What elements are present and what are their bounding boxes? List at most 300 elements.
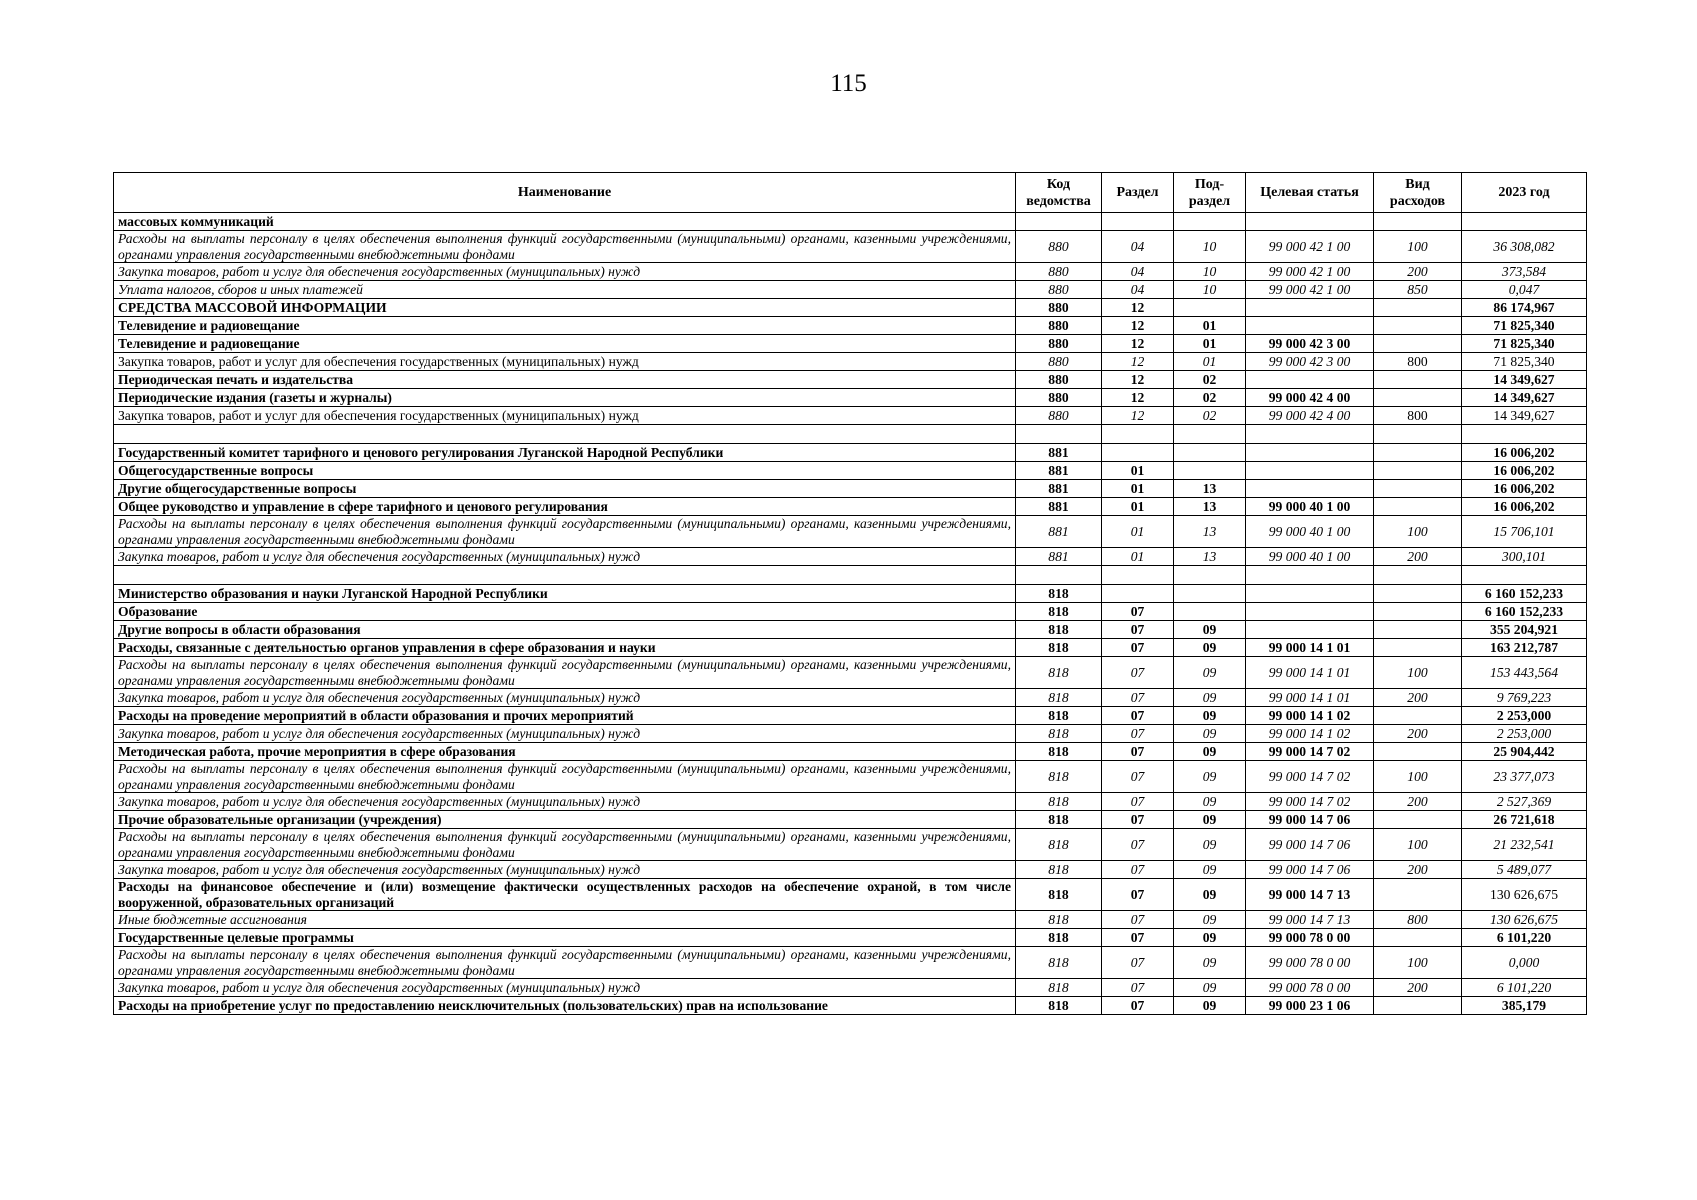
cell-name: Образование <box>114 603 1016 621</box>
cell-target-article <box>1246 425 1374 444</box>
cell-expense-type: 200 <box>1374 861 1462 879</box>
table-row <box>114 281 1587 299</box>
cell-subsection: 13 <box>1174 548 1246 566</box>
cell-expense-type <box>1374 585 1462 603</box>
cell-target-article: 99 000 40 1 00 <box>1246 516 1374 548</box>
cell-section: 12 <box>1102 389 1174 407</box>
cell-target-article <box>1246 213 1374 231</box>
cell-section: 07 <box>1102 979 1174 997</box>
cell-dept-code: 818 <box>1016 947 1102 979</box>
table-row <box>114 480 1587 498</box>
cell-expense-type: 200 <box>1374 263 1462 281</box>
cell-subsection <box>1174 603 1246 621</box>
cell-expense-type: 200 <box>1374 793 1462 811</box>
table-row <box>114 879 1587 911</box>
cell-amount: 5 489,077 <box>1462 861 1587 879</box>
cell-target-article: 99 000 42 3 00 <box>1246 335 1374 353</box>
table-row <box>114 707 1587 725</box>
cell-dept-code: 880 <box>1016 407 1102 425</box>
cell-target-article <box>1246 299 1374 317</box>
cell-subsection: 10 <box>1174 231 1246 263</box>
cell-target-article: 99 000 14 7 06 <box>1246 811 1374 829</box>
cell-amount: 2 253,000 <box>1462 725 1587 743</box>
cell-subsection: 09 <box>1174 997 1246 1015</box>
cell-expense-type <box>1374 707 1462 725</box>
cell-section: 07 <box>1102 829 1174 861</box>
table-row <box>114 335 1587 353</box>
cell-dept-code: 818 <box>1016 879 1102 911</box>
cell-dept-code <box>1016 213 1102 231</box>
cell-dept-code: 880 <box>1016 335 1102 353</box>
table-row <box>114 444 1587 462</box>
cell-subsection: 02 <box>1174 407 1246 425</box>
cell-subsection: 09 <box>1174 929 1246 947</box>
cell-dept-code: 818 <box>1016 811 1102 829</box>
cell-name: Закупка товаров, работ и услуг для обеспечения государственных (муниципальных) нужд <box>114 689 1016 707</box>
cell-name: Расходы на выплаты персоналу в целях обеспечения выполнения функций государственными (муниципальными) органами, казенными учреждениями, органами управления государственными внебюджетными фондами <box>114 947 1016 979</box>
table-row <box>114 263 1587 281</box>
cell-subsection: 02 <box>1174 389 1246 407</box>
cell-amount: 26 721,618 <box>1462 811 1587 829</box>
cell-amount: 71 825,340 <box>1462 353 1587 371</box>
cell-section <box>1102 566 1174 585</box>
cell-section: 12 <box>1102 317 1174 335</box>
table-row <box>114 997 1587 1015</box>
cell-section: 07 <box>1102 743 1174 761</box>
cell-dept-code: 818 <box>1016 603 1102 621</box>
cell-expense-type <box>1374 335 1462 353</box>
cell-name: Расходы на выплаты персоналу в целях обеспечения выполнения функций государственными (муниципальными) органами, казенными учреждениями, органами управления государственными внебюджетными фондами <box>114 657 1016 689</box>
cell-amount: 6 101,220 <box>1462 929 1587 947</box>
cell-dept-code: 818 <box>1016 761 1102 793</box>
cell-dept-code: 881 <box>1016 480 1102 498</box>
cell-subsection: 13 <box>1174 480 1246 498</box>
cell-expense-type: 100 <box>1374 657 1462 689</box>
cell-subsection <box>1174 425 1246 444</box>
cell-subsection <box>1174 585 1246 603</box>
cell-subsection: 10 <box>1174 281 1246 299</box>
cell-name: Закупка товаров, работ и услуг для обеспечения государственных (муниципальных) нужд <box>114 793 1016 811</box>
cell-subsection: 09 <box>1174 689 1246 707</box>
cell-subsection: 09 <box>1174 979 1246 997</box>
cell-dept-code: 881 <box>1016 462 1102 480</box>
cell-dept-code: 880 <box>1016 231 1102 263</box>
table-row <box>114 829 1587 861</box>
cell-subsection: 09 <box>1174 947 1246 979</box>
cell-dept-code: 818 <box>1016 793 1102 811</box>
cell-expense-type: 200 <box>1374 979 1462 997</box>
cell-name: Расходы на выплаты персоналу в целях обеспечения выполнения функций государственными (муниципальными) органами, казенными учреждениями, органами управления государственными внебюджетными фондами <box>114 761 1016 793</box>
cell-target-article: 99 000 14 7 06 <box>1246 861 1374 879</box>
cell-subsection: 09 <box>1174 761 1246 793</box>
cell-amount: 21 232,541 <box>1462 829 1587 861</box>
cell-expense-type <box>1374 743 1462 761</box>
table-row <box>114 462 1587 480</box>
cell-dept-code: 818 <box>1016 657 1102 689</box>
cell-expense-type <box>1374 480 1462 498</box>
cell-subsection: 09 <box>1174 657 1246 689</box>
cell-dept-code: 880 <box>1016 317 1102 335</box>
cell-target-article <box>1246 462 1374 480</box>
cell-name: Другие общегосударственные вопросы <box>114 480 1016 498</box>
table-row <box>114 516 1587 548</box>
cell-amount: 25 904,442 <box>1462 743 1587 761</box>
cell-subsection: 01 <box>1174 353 1246 371</box>
cell-amount: 23 377,073 <box>1462 761 1587 793</box>
cell-dept-code: 818 <box>1016 725 1102 743</box>
cell-name <box>114 425 1016 444</box>
cell-expense-type: 100 <box>1374 761 1462 793</box>
cell-target-article: 99 000 42 4 00 <box>1246 407 1374 425</box>
cell-expense-type <box>1374 425 1462 444</box>
cell-dept-code: 818 <box>1016 911 1102 929</box>
cell-name: Общегосударственные вопросы <box>114 462 1016 480</box>
cell-dept-code: 881 <box>1016 444 1102 462</box>
cell-amount: 14 349,627 <box>1462 371 1587 389</box>
cell-section <box>1102 444 1174 462</box>
table-row <box>114 389 1587 407</box>
cell-subsection: 09 <box>1174 861 1246 879</box>
cell-target-article: 99 000 42 1 00 <box>1246 281 1374 299</box>
cell-name: Закупка товаров, работ и услуг для обеспечения государственных (муниципальных) нужд <box>114 861 1016 879</box>
cell-section: 01 <box>1102 516 1174 548</box>
cell-name: Расходы на выплаты персоналу в целях обеспечения выполнения функций государственными (муниципальными) органами, казенными учреждениями, органами управления государственными внебюджетными фондами <box>114 516 1016 548</box>
cell-dept-code: 818 <box>1016 621 1102 639</box>
cell-expense-type: 800 <box>1374 911 1462 929</box>
cell-amount: 36 308,082 <box>1462 231 1587 263</box>
cell-expense-type <box>1374 498 1462 516</box>
cell-section: 04 <box>1102 231 1174 263</box>
table-row <box>114 621 1587 639</box>
cell-expense-type: 200 <box>1374 725 1462 743</box>
page-number: 115 <box>830 70 867 97</box>
table-row <box>114 793 1587 811</box>
cell-name: Расходы на финансовое обеспечение и (или) возмещение фактически осуществленных расходов на обеспечение охраной, в том числе вооруженной, образовательных организаций <box>114 879 1016 911</box>
cell-subsection: 09 <box>1174 707 1246 725</box>
table-row <box>114 213 1587 231</box>
cell-expense-type: 100 <box>1374 231 1462 263</box>
cell-subsection <box>1174 444 1246 462</box>
table-row <box>114 929 1587 947</box>
cell-dept-code: 818 <box>1016 861 1102 879</box>
cell-name: Уплата налогов, сборов и иных платежей <box>114 281 1016 299</box>
header-dept-code: Код ведомства <box>1016 173 1102 213</box>
cell-name: Расходы на приобретение услуг по предоставлению неисключительных (пользовательских) прав на использование <box>114 997 1016 1015</box>
cell-target-article: 99 000 14 7 06 <box>1246 829 1374 861</box>
table-row <box>114 353 1587 371</box>
cell-name: Закупка товаров, работ и услуг для обеспечения государственных (муниципальных) нужд <box>114 407 1016 425</box>
cell-subsection: 10 <box>1174 263 1246 281</box>
cell-amount: 14 349,627 <box>1462 389 1587 407</box>
cell-dept-code: 818 <box>1016 743 1102 761</box>
cell-target-article <box>1246 371 1374 389</box>
cell-name: Расходы, связанные с деятельностью органов управления в сфере образования и науки <box>114 639 1016 657</box>
cell-section: 07 <box>1102 761 1174 793</box>
cell-amount: 385,179 <box>1462 997 1587 1015</box>
cell-section: 12 <box>1102 407 1174 425</box>
cell-target-article <box>1246 317 1374 335</box>
table-row <box>114 947 1587 979</box>
table-row <box>114 639 1587 657</box>
cell-section <box>1102 425 1174 444</box>
table-row <box>114 425 1587 444</box>
cell-section: 07 <box>1102 689 1174 707</box>
cell-expense-type: 200 <box>1374 689 1462 707</box>
cell-dept-code: 880 <box>1016 281 1102 299</box>
cell-target-article: 99 000 78 0 00 <box>1246 979 1374 997</box>
cell-dept-code: 818 <box>1016 707 1102 725</box>
cell-amount: 130 626,675 <box>1462 911 1587 929</box>
header-year-2023: 2023 год <box>1462 173 1587 213</box>
cell-target-article: 99 000 14 1 01 <box>1246 639 1374 657</box>
cell-name: Закупка товаров, работ и услуг для обеспечения государственных (муниципальных) нужд <box>114 353 1016 371</box>
header-subsection: Под-раздел <box>1174 173 1246 213</box>
cell-amount: 16 006,202 <box>1462 444 1587 462</box>
cell-amount: 16 006,202 <box>1462 480 1587 498</box>
cell-name: массовых коммуникаций <box>114 213 1016 231</box>
cell-amount: 0,047 <box>1462 281 1587 299</box>
cell-expense-type <box>1374 639 1462 657</box>
cell-amount <box>1462 213 1587 231</box>
cell-dept-code: 818 <box>1016 829 1102 861</box>
cell-dept-code: 880 <box>1016 371 1102 389</box>
cell-target-article: 99 000 14 1 02 <box>1246 725 1374 743</box>
cell-target-article: 99 000 14 7 13 <box>1246 879 1374 911</box>
budget-table <box>113 172 1587 1015</box>
cell-subsection <box>1174 299 1246 317</box>
cell-amount: 373,584 <box>1462 263 1587 281</box>
table-row <box>114 585 1587 603</box>
table-row <box>114 407 1587 425</box>
cell-amount: 16 006,202 <box>1462 462 1587 480</box>
cell-target-article: 99 000 40 1 00 <box>1246 548 1374 566</box>
cell-amount: 6 160 152,233 <box>1462 585 1587 603</box>
cell-amount: 163 212,787 <box>1462 639 1587 657</box>
cell-target-article: 99 000 14 1 01 <box>1246 657 1374 689</box>
cell-amount: 71 825,340 <box>1462 317 1587 335</box>
cell-section: 07 <box>1102 911 1174 929</box>
cell-subsection <box>1174 213 1246 231</box>
cell-name: Государственные целевые программы <box>114 929 1016 947</box>
cell-name: Другие вопросы в области образования <box>114 621 1016 639</box>
cell-expense-type <box>1374 444 1462 462</box>
cell-target-article: 99 000 14 7 02 <box>1246 793 1374 811</box>
cell-section: 07 <box>1102 811 1174 829</box>
cell-amount: 2 527,369 <box>1462 793 1587 811</box>
cell-name: Прочие образовательные организации (учреждения) <box>114 811 1016 829</box>
cell-target-article: 99 000 14 1 02 <box>1246 707 1374 725</box>
cell-amount: 2 253,000 <box>1462 707 1587 725</box>
cell-section <box>1102 585 1174 603</box>
cell-section: 01 <box>1102 462 1174 480</box>
cell-amount: 6 101,220 <box>1462 979 1587 997</box>
cell-dept-code: 881 <box>1016 548 1102 566</box>
table-row <box>114 317 1587 335</box>
cell-expense-type: 850 <box>1374 281 1462 299</box>
table-row <box>114 657 1587 689</box>
cell-expense-type <box>1374 566 1462 585</box>
cell-dept-code: 818 <box>1016 639 1102 657</box>
cell-amount: 15 706,101 <box>1462 516 1587 548</box>
cell-dept-code: 818 <box>1016 979 1102 997</box>
table-row <box>114 743 1587 761</box>
cell-name: СРЕДСТВА МАССОВОЙ ИНФОРМАЦИИ <box>114 299 1016 317</box>
cell-dept-code: 818 <box>1016 997 1102 1015</box>
cell-target-article <box>1246 603 1374 621</box>
cell-name: Государственный комитет тарифного и ценового регулирования Луганской Народной Республики <box>114 444 1016 462</box>
cell-expense-type <box>1374 811 1462 829</box>
cell-section: 07 <box>1102 861 1174 879</box>
cell-subsection: 01 <box>1174 335 1246 353</box>
cell-subsection: 09 <box>1174 793 1246 811</box>
cell-dept-code: 880 <box>1016 299 1102 317</box>
cell-amount: 153 443,564 <box>1462 657 1587 689</box>
cell-target-article: 99 000 23 1 06 <box>1246 997 1374 1015</box>
cell-section: 07 <box>1102 879 1174 911</box>
cell-dept-code: 880 <box>1016 353 1102 371</box>
header-target-article: Целевая статья <box>1246 173 1374 213</box>
cell-amount: 355 204,921 <box>1462 621 1587 639</box>
cell-subsection: 09 <box>1174 879 1246 911</box>
cell-target-article: 99 000 78 0 00 <box>1246 947 1374 979</box>
cell-expense-type <box>1374 879 1462 911</box>
cell-subsection: 09 <box>1174 829 1246 861</box>
cell-subsection: 01 <box>1174 317 1246 335</box>
table-row <box>114 548 1587 566</box>
cell-expense-type <box>1374 371 1462 389</box>
table-row <box>114 689 1587 707</box>
cell-amount: 71 825,340 <box>1462 335 1587 353</box>
cell-subsection: 09 <box>1174 725 1246 743</box>
cell-section: 04 <box>1102 281 1174 299</box>
cell-target-article: 99 000 78 0 00 <box>1246 929 1374 947</box>
cell-name: Расходы на проведение мероприятий в области образования и прочих мероприятий <box>114 707 1016 725</box>
cell-subsection <box>1174 566 1246 585</box>
cell-expense-type: 100 <box>1374 947 1462 979</box>
cell-section: 12 <box>1102 371 1174 389</box>
cell-amount: 0,000 <box>1462 947 1587 979</box>
cell-expense-type: 800 <box>1374 407 1462 425</box>
table-row <box>114 603 1587 621</box>
cell-expense-type <box>1374 213 1462 231</box>
cell-dept-code: 818 <box>1016 689 1102 707</box>
cell-subsection: 09 <box>1174 743 1246 761</box>
table-row <box>114 231 1587 263</box>
cell-name: Закупка товаров, работ и услуг для обеспечения государственных (муниципальных) нужд <box>114 725 1016 743</box>
cell-target-article: 99 000 14 7 02 <box>1246 761 1374 793</box>
cell-amount: 14 349,627 <box>1462 407 1587 425</box>
cell-dept-code: 880 <box>1016 389 1102 407</box>
cell-name: Закупка товаров, работ и услуг для обеспечения государственных (муниципальных) нужд <box>114 548 1016 566</box>
cell-subsection: 02 <box>1174 371 1246 389</box>
cell-dept-code <box>1016 566 1102 585</box>
table-row <box>114 566 1587 585</box>
cell-name: Министерство образования и науки Луганской Народной Республики <box>114 585 1016 603</box>
header-section: Раздел <box>1102 173 1174 213</box>
cell-subsection: 09 <box>1174 621 1246 639</box>
cell-amount <box>1462 425 1587 444</box>
cell-expense-type <box>1374 462 1462 480</box>
cell-expense-type: 800 <box>1374 353 1462 371</box>
cell-name: Расходы на выплаты персоналу в целях обеспечения выполнения функций государственными (муниципальными) органами, казенными учреждениями, органами управления государственными внебюджетными фондами <box>114 231 1016 263</box>
header-name: Наименование <box>114 173 1016 213</box>
cell-target-article <box>1246 444 1374 462</box>
cell-expense-type: 200 <box>1374 548 1462 566</box>
cell-expense-type <box>1374 997 1462 1015</box>
cell-dept-code: 881 <box>1016 516 1102 548</box>
cell-amount: 16 006,202 <box>1462 498 1587 516</box>
cell-amount: 300,101 <box>1462 548 1587 566</box>
cell-subsection: 09 <box>1174 811 1246 829</box>
cell-target-article <box>1246 585 1374 603</box>
cell-amount <box>1462 566 1587 585</box>
cell-expense-type <box>1374 621 1462 639</box>
cell-target-article: 99 000 14 1 01 <box>1246 689 1374 707</box>
cell-section: 07 <box>1102 997 1174 1015</box>
cell-target-article: 99 000 40 1 00 <box>1246 498 1374 516</box>
cell-section: 07 <box>1102 929 1174 947</box>
cell-dept-code: 818 <box>1016 585 1102 603</box>
cell-amount: 9 769,223 <box>1462 689 1587 707</box>
table-row <box>114 498 1587 516</box>
cell-name: Периодическая печать и издательства <box>114 371 1016 389</box>
cell-expense-type <box>1374 929 1462 947</box>
cell-amount: 130 626,675 <box>1462 879 1587 911</box>
cell-target-article: 99 000 14 7 13 <box>1246 911 1374 929</box>
cell-name <box>114 566 1016 585</box>
cell-section: 01 <box>1102 498 1174 516</box>
cell-amount: 86 174,967 <box>1462 299 1587 317</box>
table-row <box>114 911 1587 929</box>
cell-name: Периодические издания (газеты и журналы) <box>114 389 1016 407</box>
cell-section: 12 <box>1102 299 1174 317</box>
cell-expense-type: 100 <box>1374 829 1462 861</box>
cell-name: Закупка товаров, работ и услуг для обеспечения государственных (муниципальных) нужд <box>114 979 1016 997</box>
table-row <box>114 299 1587 317</box>
cell-section: 01 <box>1102 480 1174 498</box>
cell-dept-code: 881 <box>1016 498 1102 516</box>
cell-expense-type <box>1374 317 1462 335</box>
table-row <box>114 979 1587 997</box>
cell-target-article: 99 000 42 3 00 <box>1246 353 1374 371</box>
cell-expense-type: 100 <box>1374 516 1462 548</box>
cell-target-article <box>1246 480 1374 498</box>
cell-name: Телевидение и радиовещание <box>114 335 1016 353</box>
cell-subsection <box>1174 462 1246 480</box>
cell-name: Расходы на выплаты персоналу в целях обеспечения выполнения функций государственными (муниципальными) органами, казенными учреждениями, органами управления государственными внебюджетными фондами <box>114 829 1016 861</box>
cell-subsection: 09 <box>1174 911 1246 929</box>
cell-section: 12 <box>1102 353 1174 371</box>
cell-name: Иные бюджетные ассигнования <box>114 911 1016 929</box>
cell-section: 12 <box>1102 335 1174 353</box>
cell-subsection: 09 <box>1174 639 1246 657</box>
table-row <box>114 761 1587 793</box>
cell-section: 07 <box>1102 725 1174 743</box>
cell-target-article: 99 000 42 1 00 <box>1246 263 1374 281</box>
cell-amount: 6 160 152,233 <box>1462 603 1587 621</box>
table-row <box>114 371 1587 389</box>
cell-name: Методическая работа, прочие мероприятия в сфере образования <box>114 743 1016 761</box>
cell-section: 04 <box>1102 263 1174 281</box>
cell-dept-code: 818 <box>1016 929 1102 947</box>
table-row <box>114 861 1587 879</box>
cell-section: 07 <box>1102 621 1174 639</box>
cell-name: Общее руководство и управление в сфере тарифного и ценового регулирования <box>114 498 1016 516</box>
table-row <box>114 725 1587 743</box>
cell-expense-type <box>1374 299 1462 317</box>
cell-name: Телевидение и радиовещание <box>114 317 1016 335</box>
cell-section: 07 <box>1102 947 1174 979</box>
